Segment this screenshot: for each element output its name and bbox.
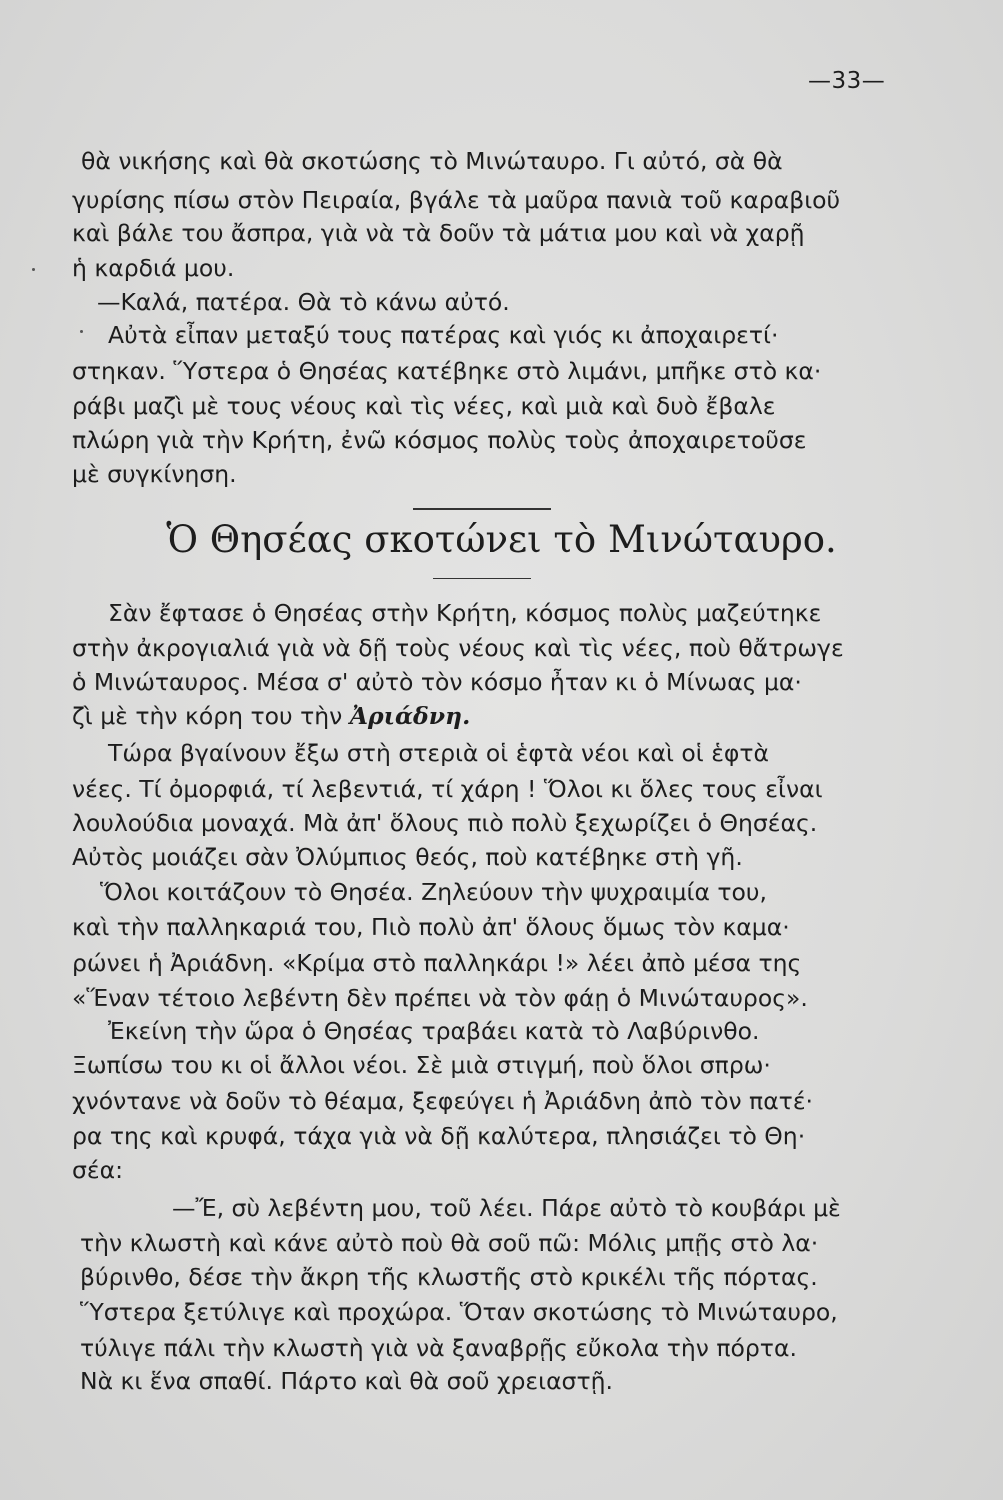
text-line — [72, 701, 470, 731]
text-line: —Καλά, πατέρα. Θὰ τὸ κάνω αὐτό. — [97, 288, 510, 316]
text-line: τὴν κλωστὴ καὶ κάνε αὐτὸ ποὺ θὰ σοῦ πῶ: Μόλις μπῇς στὸ λα· — [80, 1229, 819, 1257]
text-line: «Ἕναν τέτοιο λεβέντη δὲν πρέπει νὰ τὸν φάῃ ὁ Μινώταυρος». — [72, 984, 808, 1012]
text-line: σέα: — [72, 1156, 124, 1184]
heading-rule-top — [413, 508, 551, 510]
text-line: στηκαν. Ὕστερα ὁ Θησέας κατέβηκε στὸ λιμάνι, μπῆκε στὸ κα· — [72, 357, 822, 385]
text-line: Ὕστερα ξετύλιγε καὶ προχώρα. Ὅταν σκοτώσης τὸ Μινώταυρο, — [80, 1298, 838, 1326]
text-line: βύρινθο, δέσε τὴν ἄκρη τῆς κλωστῆς στὸ κρικέλι τῆς πόρτας. — [80, 1263, 818, 1291]
text-line: καὶ τὴν παλληκαριά του, Πιὸ πολὺ ἀπ' ὅλους ὅμως τὸν καμα· — [72, 913, 790, 941]
text-line: —Ἔ, σὺ λεβέντη μου, τοῦ λέει. Πάρε αὐτὸ τὸ κουβάρι μὲ — [172, 1194, 841, 1222]
text-line: θὰ νικήσης καὶ θὰ σκοτώσης τὸ Μινώταυρο. Γι αὐτό, σὰ θὰ — [81, 147, 783, 175]
text-line: Αὐτὸς μοιάζει σὰν Ὀλύμπιος θεός, ποὺ κατέβηκε στὴ γῆ. — [72, 843, 743, 871]
text-line: καὶ βάλε του ἄσπρα, γιὰ νὰ τὰ δοῦν τὰ μάτια μου καὶ νὰ χαρῇ — [72, 219, 805, 247]
text-line: ράβι μαζὶ μὲ τους νέους καὶ τὶς νέες, καὶ μιὰ καὶ δυὸ ἔβαλε — [72, 392, 776, 420]
text-line: Νὰ κι ἕνα σπαθί. Πάρτο καὶ θὰ σοῦ χρειαστῇ. — [80, 1367, 613, 1395]
text-line: Ὅλοι κοιτάζουν τὸ Θησέα. Ζηλεύουν τὴν ψυχραιμία του, — [100, 878, 767, 906]
print-speck — [32, 268, 35, 271]
print-speck — [80, 330, 83, 333]
text-line: πλώρη γιὰ τὴν Κρήτη, ἐνῶ κόσμος πολὺς τοὺς ἀποχαιρετοῦσε — [72, 426, 807, 454]
text-line: γυρίσης πίσω στὸν Πειραία, βγάλε τὰ μαῦρα πανιὰ τοῦ καραβιοῦ — [72, 186, 841, 214]
text-line: λουλούδια μοναχά. Μὰ ἀπ' ὅλους πιὸ πολὺ ξεχωρίζει ὁ Θησέας. — [72, 809, 818, 837]
text-line: Αὐτὰ εἶπαν μεταξύ τους πατέρας καὶ γιός κι ἀποχαιρετί· — [108, 321, 779, 349]
text-line: τύλιγε πάλι τὴν κλωστὴ γιὰ νὰ ξαναβρῇς εὔκολα τὴν πόρτα. — [80, 1334, 797, 1362]
text-line: νέες. Τί ὀμορφιά, τί λεβεντιά, τί χάρη ! Ὅλοι κι ὅλες τους εἶναι — [72, 775, 823, 803]
text-line: ὁ Μινώταυρος. Μέσα σ' αὐτὸ τὸν κόσμο ἦταν κι ὁ Μίνωας μα· — [72, 668, 802, 696]
text-line: Ξωπίσω του κι οἱ ἄλλοι νέοι. Σὲ μιὰ στιγμή, ποὺ ὅλοι σπρω· — [72, 1051, 771, 1079]
text-line: Ἐκείνη τὴν ὥρα ὁ Θησέας τραβάει κατὰ τὸ Λαβύρινθο. — [108, 1017, 760, 1045]
heading-rule-bottom — [433, 578, 531, 579]
text-line: στὴν ἀκρογιαλιά γιὰ νὰ δῇ τοὺς νέους καὶ τὶς νέες, ποὺ θἄτρωγε — [72, 634, 844, 662]
ariadne-name: Ἀριάδνη. — [349, 702, 471, 730]
text-line: Σὰν ἔφτασε ὁ Θησέας στὴν Κρήτη, κόσμος πολὺς μαζεύτηκε — [108, 599, 822, 627]
text-line-part: ζὶ μὲ τὴν κόρη του τὴν — [72, 702, 343, 730]
text-line: ἡ καρδιά μου. — [72, 254, 235, 282]
page-number: —33— — [808, 68, 886, 94]
text-line: χνόντανε νὰ δοῦν τὸ θέαμα, ξεφεύγει ἡ Ἀριάδνη ἀπὸ τὸν πατέ· — [72, 1087, 814, 1115]
text-line: Τώρα βγαίνουν ἔξω στὴ στεριὰ οἱ ἑφτὰ νέοι καὶ οἱ ἑφτὰ — [108, 739, 770, 767]
text-line: ρα της καὶ κρυφά, τάχα γιὰ νὰ δῇ καλύτερα, πλησιάζει τὸ Θη· — [72, 1122, 806, 1150]
section-heading: Ὁ Θησέας σκοτώνει τὸ Μινώταυρο. — [166, 518, 837, 561]
text-line: μὲ συγκίνηση. — [72, 460, 237, 488]
text-line: ρώνει ἡ Ἀριάδνη. «Κρίμα στὸ παλληκάρι !» λέει ἀπὸ μέσα της — [72, 949, 802, 977]
